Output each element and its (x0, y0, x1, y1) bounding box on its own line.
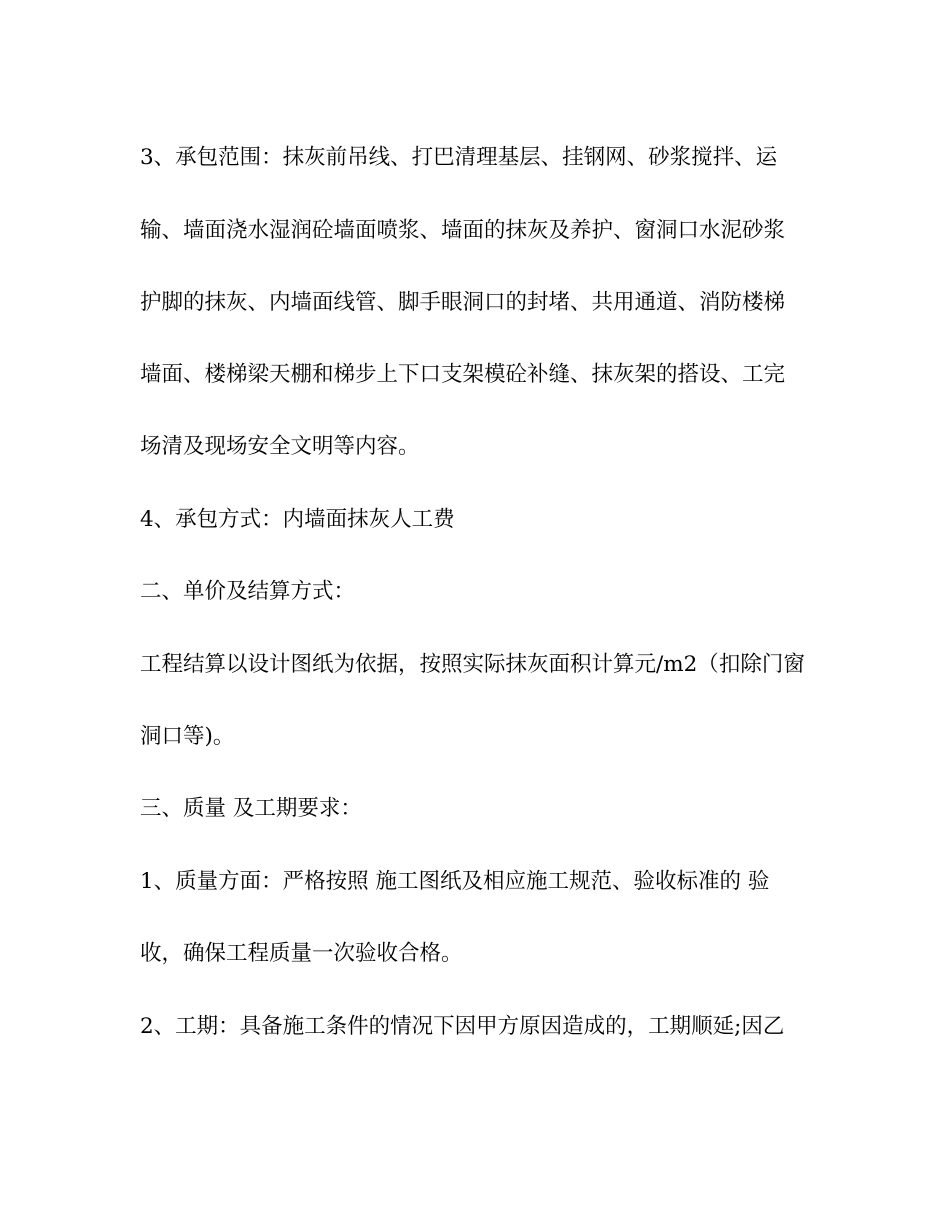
paragraph-line-12: 收，确保工程质量一次验收合格。 (140, 941, 463, 966)
paragraph-line-1: 3、承包范围：抹灰前吊线、打巴清理基层、挂钢网、砂浆搅拌、运 (140, 145, 778, 170)
paragraph-line-13: 2、工期：具备施工条件的情况下因甲方原因造成的，工期顺延;因乙 (140, 1014, 785, 1039)
paragraph-line-6: 4、承包方式：内墙面抹灰人工费 (140, 507, 455, 532)
paragraph-line-8: 工程结算以设计图纸为依据，按照实际抹灰面积计算元/m2（扣除门窗 (140, 652, 805, 677)
paragraph-line-11: 1、质量方面：严格按照 施工图纸及相应施工规范、验收标准的 验 (140, 869, 770, 894)
paragraph-line-5: 场清及现场安全文明等内容。 (140, 434, 420, 459)
paragraph-line-9: 洞口等)。 (140, 724, 235, 749)
section-heading-quality: 三、质量 及工期要求： (140, 796, 362, 821)
paragraph-line-2: 输、墙面浇水湿润砼墙面喷浆、墙面的抹灰及养护、窗洞口水泥砂浆 (140, 218, 786, 243)
section-heading-pricing: 二、单价及结算方式： (140, 579, 356, 604)
paragraph-line-3: 护脚的抹灰、内墙面线管、脚手眼洞口的封堵、共用通道、消防楼梯 (140, 290, 786, 315)
paragraph-line-4: 墙面、楼梯梁天棚和梯步上下口支架模砼补缝、抹灰架的搭设、工完 (140, 362, 786, 387)
